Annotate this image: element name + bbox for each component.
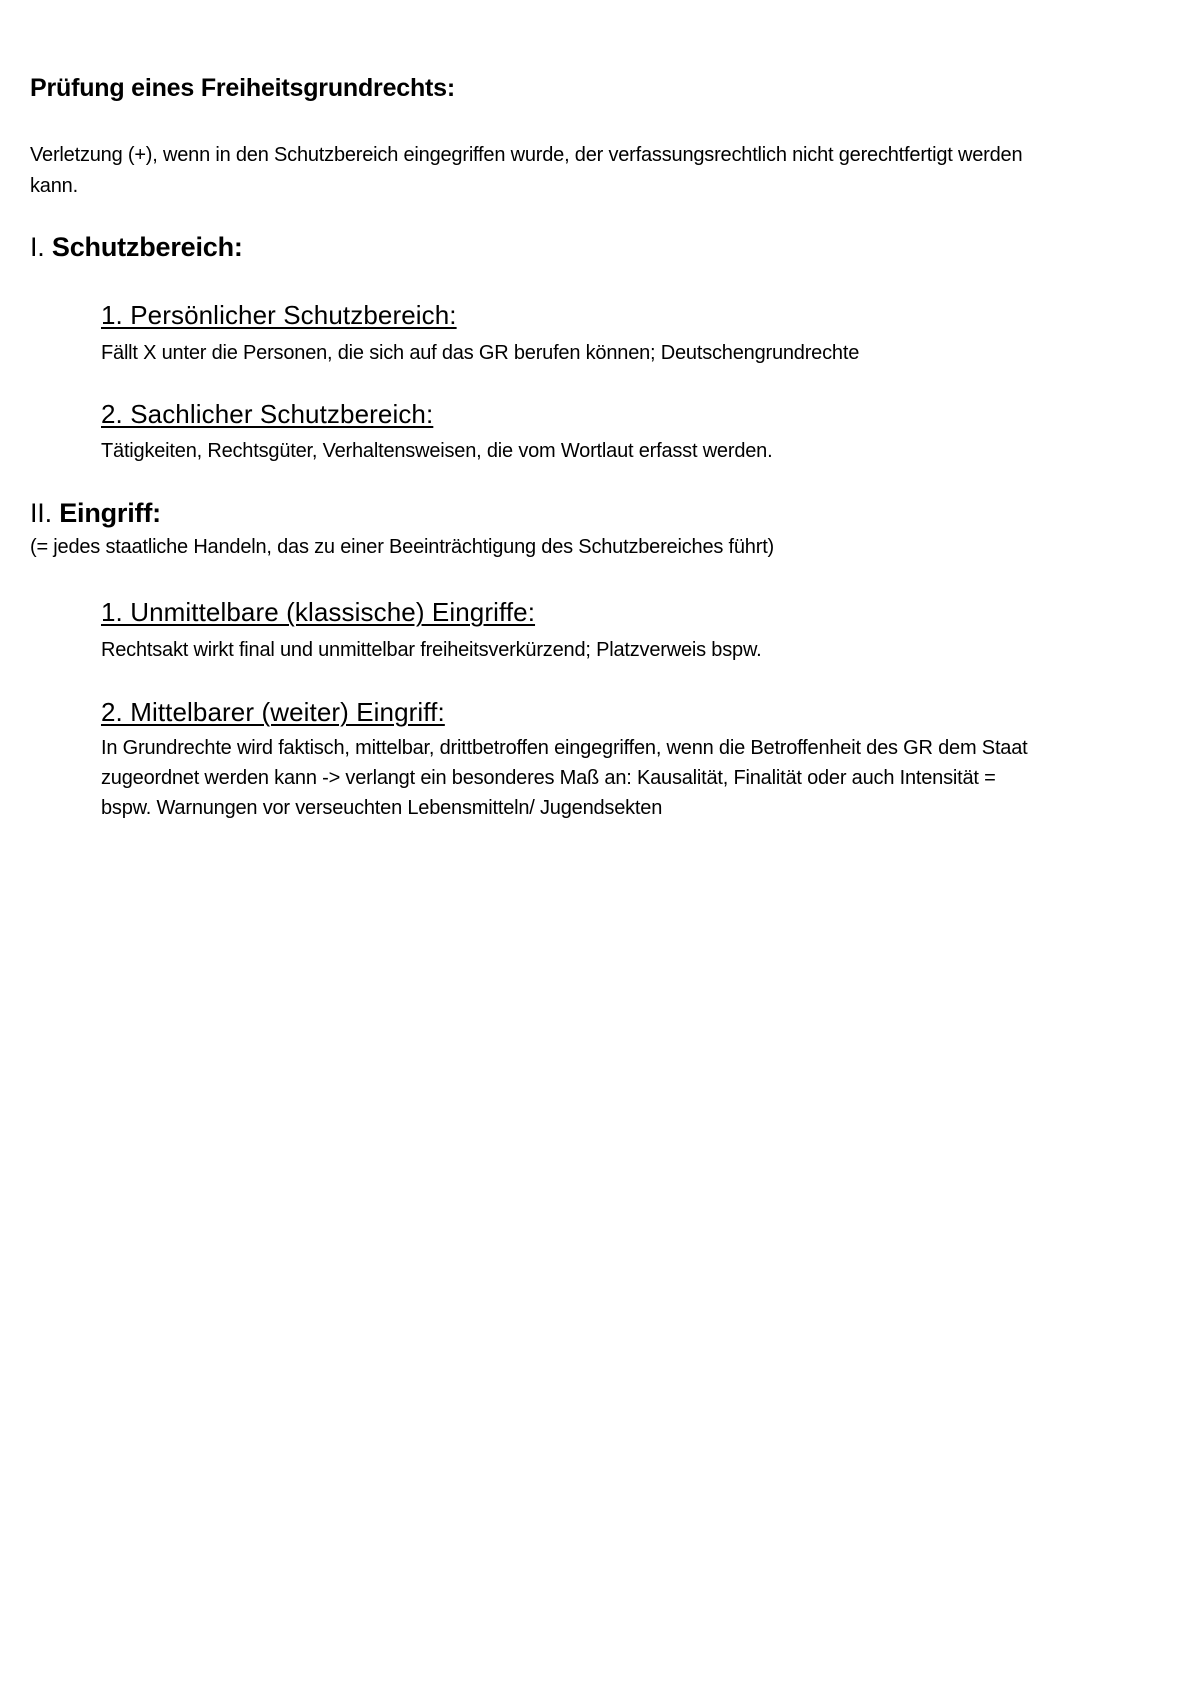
subsection-text-unmittelbare-eingriffe: Rechtsakt wirkt final und unmittelbar freiheitsverkürzend; Platzverweis bspw.: [101, 639, 762, 661]
section-title: Eingriff:: [59, 498, 161, 528]
subsection-text-mittelbarer-eingriff: [101, 733, 1028, 823]
text-line: zugeordnet werden kann -> verlangt ein besonderes Maß an: Kausalität, Finalität oder auch Intensität =: [101, 767, 996, 789]
document-title: Prüfung eines Freiheitsgrundrechts:: [30, 74, 456, 102]
eingriff-definition-note: (= jedes staatliche Handeln, das zu einer Beeinträchtigung des Schutzbereiches führt): [30, 536, 775, 558]
intro-line-1: Verletzung (+), wenn in den Schutzbereich eingegriffen wurde, der verfassungsrechtlich nicht gerechtfertigt werden: [30, 144, 1023, 166]
section-title: Schutzbereich:: [51, 232, 243, 262]
text-line: In Grundrechte wird faktisch, mittelbar, drittbetroffen eingegriffen, wenn die Betroffenheit des GR dem Staat: [101, 737, 1028, 759]
section-heading-schutzbereich: [30, 232, 243, 263]
intro-line-2: kann.: [30, 175, 78, 197]
subsection-heading-sachlicher-schutzbereich: 2. Sachlicher Schutzbereich:: [101, 399, 434, 429]
subsection-heading-persoenlicher-schutzbereich: 1. Persönlicher Schutzbereich:: [101, 300, 457, 330]
subsection-heading-mittelbarer-eingriff: 2. Mittelbarer (weiter) Eingriff:: [101, 697, 445, 727]
subsection-text-persoenlicher-schutzbereich: Fällt X unter die Personen, die sich auf das GR berufen können; Deutschengrundrechte: [101, 342, 860, 364]
section-number: I.: [30, 232, 45, 262]
subsection-text-sachlicher-schutzbereich: Tätigkeiten, Rechtsgüter, Verhaltensweisen, die vom Wortlaut erfasst werden.: [101, 440, 773, 462]
section-heading-eingriff: [30, 498, 161, 529]
section-number: II.: [30, 498, 52, 528]
intro-paragraph: [30, 140, 1022, 202]
subsection-heading-unmittelbare-eingriffe: 1. Unmittelbare (klassische) Eingriffe:: [101, 597, 536, 627]
text-line: bspw. Warnungen vor verseuchten Lebensmitteln/ Jugendsekten: [101, 797, 663, 819]
